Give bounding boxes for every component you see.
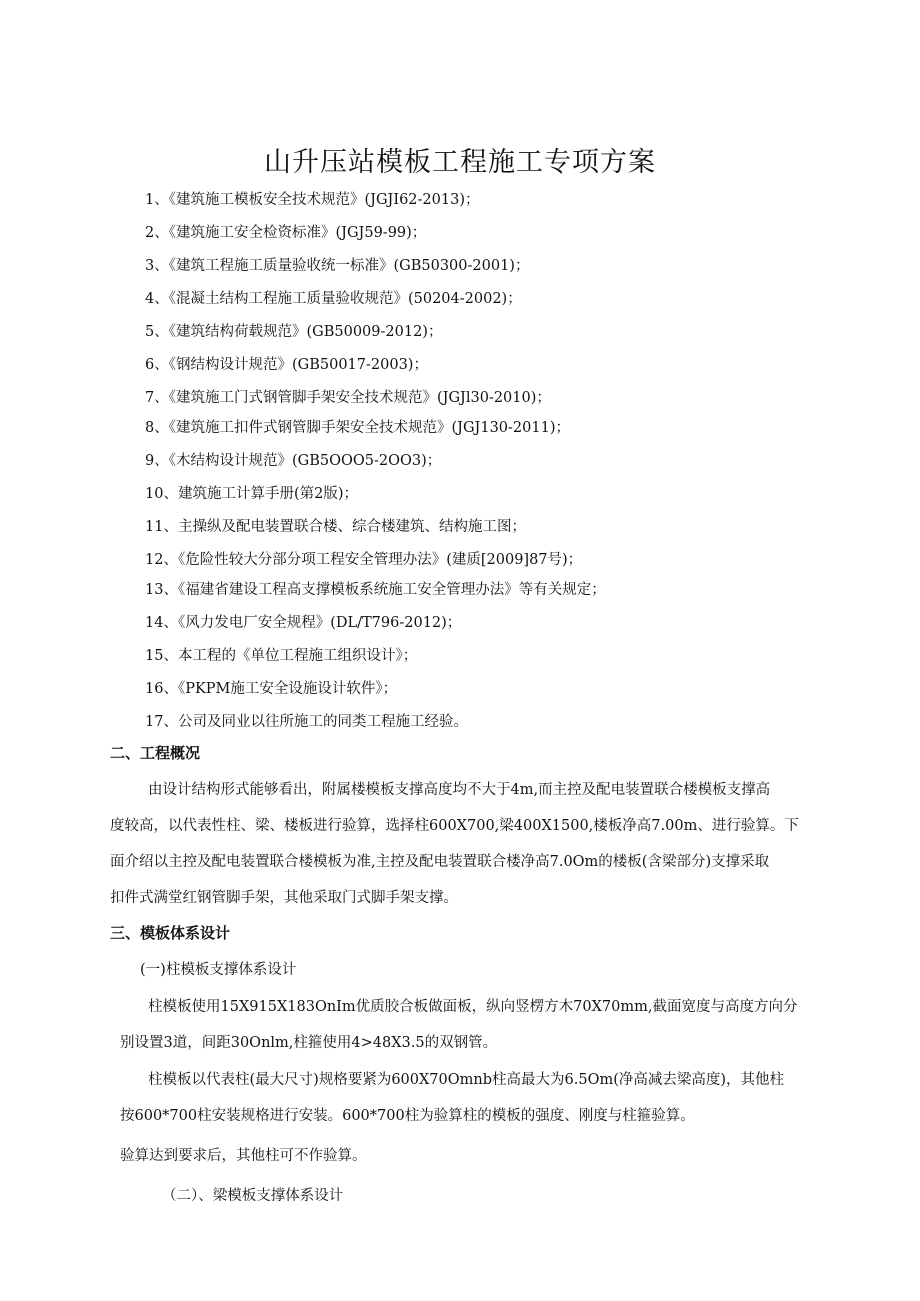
column-paragraph-line: 柱模板使用15X915X183OnIm优质胶合板做面板，纵向竖楞方木70X70mm,截面宽度与高度方向分 <box>148 999 798 1015</box>
reference-item: 2、《建筑施工安全检资标准》(JGJ59-99)； <box>145 225 427 241</box>
reference-item: 9、《木结构设计规范》(GB5OOO5-2OO3)； <box>145 453 442 469</box>
reference-item: 17、公司及同业以往所施工的同类工程施工经验。 <box>145 714 468 730</box>
reference-item: 3、《建筑工程施工质量验收统一标准》(GB50300-2001)； <box>145 258 530 274</box>
column-paragraph-line: 柱模板以代表柱(最大尺寸)规格要紧为600X70Omnb柱高最大为6.5Om(净高减去梁高度)，其他柱 <box>148 1072 785 1088</box>
column-paragraph-line: 验算达到要求后，其他柱可不作验算。 <box>120 1148 367 1164</box>
document-title: 山升压站模板工程施工专项方案 <box>264 147 656 178</box>
reference-item: 8、《建筑施工扣件式钢管脚手架安全技术规范》(JGJ130-2011)； <box>145 420 570 436</box>
reference-item: 16、《PKPM施工安全设施设计软件》； <box>145 681 398 697</box>
reference-item: 4、《混凝土结构工程施工质量验收规范》(50204-2002)； <box>145 291 522 307</box>
overview-line: 由设计结构形式能够看出，附属楼模板支撑高度均不大于4m,而主控及配电装置联合楼模板支撑高 <box>148 782 771 798</box>
subsection-heading-column: (一)柱模板支撑体系设计 <box>140 962 297 978</box>
reference-item: 12、《危险性较大分部分项工程安全管理办法》(建质[2009]87号)； <box>145 552 583 568</box>
reference-item: 15、本工程的《单位工程施工组织设计》； <box>145 648 418 664</box>
reference-item: 1、《建筑施工模板安全技术规范》(JGJI62-2013)； <box>145 192 480 208</box>
overview-line: 度较高，以代表性柱、梁、楼板进行验算，选择柱600X700,梁400X1500,楼板净高7.00m、进行验算。下 <box>110 818 799 834</box>
section-heading-overview: 二、工程概况 <box>110 744 201 762</box>
column-paragraph-line: 按600*700柱安装规格进行安装。600*700柱为验算柱的模板的强度、刚度与柱箍验算。 <box>120 1108 695 1124</box>
reference-item: 10、建筑施工计算手册(第2版)； <box>145 486 358 502</box>
reference-item: 11、主操纵及配电装置联合楼、综合楼建筑、结构施工图； <box>145 519 526 535</box>
column-paragraph-line: 别设置3道，间距30Onlm,柱箍使用4>48X3.5的双钢管。 <box>120 1035 498 1051</box>
reference-item: 5、《建筑结构荷载规范》(GB50009-2012)； <box>145 324 443 340</box>
reference-item: 7、《建筑施工门式钢管脚手架安全技术规范》(JGJl30-2010)； <box>145 390 551 406</box>
reference-item: 14、《风力发电厂安全规程》(DL/T796-2012)； <box>145 615 462 631</box>
overview-line: 面介绍以主控及配电装置联合楼模板为准,主控及配电装置联合楼净高7.0Om的楼板(含梁部分)支撑采取 <box>110 854 770 870</box>
subsection-heading-beam: （二）、梁模板支撑体系设计 <box>162 1188 344 1204</box>
overview-line: 扣件式满堂红钢管脚手架，其他采取门式脚手架支撑。 <box>110 890 458 906</box>
reference-item: 13、《福建省建设工程高支撑模板系统施工安全管理办法》等有关规定； <box>145 582 606 598</box>
reference-item: 6、《钢结构设计规范》(GB50017-2003)； <box>145 357 428 373</box>
section-heading-formwork: 三、模板体系设计 <box>110 924 231 942</box>
